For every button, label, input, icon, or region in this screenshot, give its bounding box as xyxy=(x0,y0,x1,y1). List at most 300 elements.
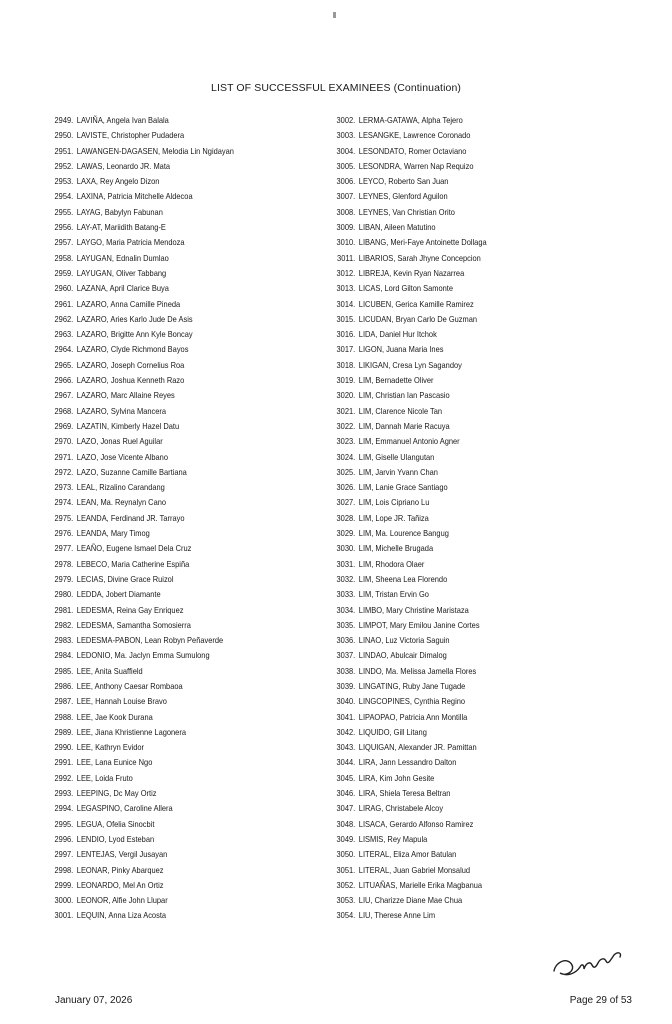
list-item xyxy=(48,908,318,923)
examinee-number: 3039. xyxy=(336,680,356,691)
examinee-name: LAZO, Jose Vicente Albano xyxy=(76,451,168,462)
examinee-name: LINDO, Ma. Melissa Jamella Flores xyxy=(358,665,477,676)
examinee-number: 3009. xyxy=(336,222,356,233)
examinee-name: LAZARO, Joshua Kenneth Razo xyxy=(76,375,185,386)
list-item xyxy=(330,465,600,480)
examinee-name: LAYGO, Maria Patricia Mendoza xyxy=(76,237,185,248)
list-item xyxy=(330,817,600,832)
examinee-name: LIM, Michelle Brugada xyxy=(358,543,434,554)
examinee-number: 3004. xyxy=(336,145,356,156)
list-item xyxy=(48,817,318,832)
examinee-name: LECIAS, Divine Grace Ruizol xyxy=(76,573,174,584)
examinee-name: LAVIÑA, Angela Ivan Balala xyxy=(76,115,169,125)
examinee-name: LEE, Jae Kook Durana xyxy=(76,711,153,722)
list-item xyxy=(48,648,318,663)
examinee-name: LEE, Anthony Caesar Rombaoa xyxy=(76,680,183,691)
examinee-name: LITERAL, Juan Gabriel Monsalud xyxy=(358,864,471,875)
list-item xyxy=(330,557,600,572)
examinee-name: LIRA, Jann Lessandro Dalton xyxy=(358,757,457,768)
examinee-number: 2994. xyxy=(54,803,74,814)
list-item xyxy=(330,863,600,878)
examinee-number: 2992. xyxy=(54,772,74,783)
examinee-name: LEE, Loida Fruto xyxy=(76,772,133,783)
examinee-number: 3045. xyxy=(336,772,356,783)
list-item xyxy=(48,251,318,266)
examinee-name: LAZARO, Aries Karlo Jude De Asis xyxy=(76,313,193,324)
examinee-name: LIU, Charizze Diane Mae Chua xyxy=(358,895,463,906)
list-item xyxy=(48,189,318,204)
examinee-name: LITUAÑAS, Marielle Erika Magbanua xyxy=(358,879,483,890)
examinee-name: LIU, Therese Anne Lim xyxy=(358,910,436,921)
examinee-number: 3006. xyxy=(336,176,356,187)
examinee-number: 3036. xyxy=(336,635,356,646)
examinee-number: 3030. xyxy=(336,543,356,554)
examinee-name: LAZARO, Marc Allaine Reyes xyxy=(76,390,175,401)
examinee-number: 2996. xyxy=(54,833,74,844)
examinee-number: 2969. xyxy=(54,420,74,431)
list-item xyxy=(330,342,600,357)
examinee-name: LIMPOT, Mary Emilou Janine Cortes xyxy=(358,619,480,630)
page-number: Page 29 of 53 xyxy=(569,995,632,1006)
examinee-number: 3050. xyxy=(336,849,356,860)
examinee-number: 2950. xyxy=(54,130,74,141)
list-item xyxy=(48,863,318,878)
examinee-name: LEE, Hannah Louise Bravo xyxy=(76,696,167,707)
list-item xyxy=(48,832,318,847)
examinee-number: 3001. xyxy=(54,910,74,921)
examinee-number: 2963. xyxy=(54,329,74,340)
examinee-name: LINAO, Luz Victoria Saguin xyxy=(358,635,450,646)
examinee-number: 3017. xyxy=(336,344,356,355)
examinee-number: 3027. xyxy=(336,497,356,508)
examinee-name: LENTEJAS, Vergil Jusayan xyxy=(76,849,168,860)
examinee-number: 3046. xyxy=(336,788,356,799)
list-item xyxy=(48,113,318,128)
list-item xyxy=(330,740,600,755)
examinee-name: LIM, Ma. Lourence Bangug xyxy=(358,528,449,539)
examinee-number: 3014. xyxy=(336,298,356,309)
examinee-number: 3005. xyxy=(336,160,356,171)
list-item xyxy=(330,633,600,648)
list-item xyxy=(48,893,318,908)
list-item xyxy=(48,495,318,510)
list-item xyxy=(330,174,600,189)
examinee-name: LEE, Anita Suaffield xyxy=(76,665,143,676)
examinee-number: 3043. xyxy=(336,742,356,753)
list-item xyxy=(48,297,318,312)
examinee-number: 3040. xyxy=(336,696,356,707)
examinee-name: LIM, Rhodora Olaer xyxy=(358,558,425,569)
examinee-name: LAVISTE, Christopher Pudadera xyxy=(76,130,185,141)
list-item xyxy=(330,327,600,342)
examinee-name: LAZANA, April Clarice Buya xyxy=(76,283,169,294)
list-item xyxy=(48,144,318,159)
list-item xyxy=(330,281,600,296)
examinee-number: 3048. xyxy=(336,818,356,829)
examinee-number: 2977. xyxy=(54,543,74,554)
examinee-name: LAZARO, Clyde Richmond Bayos xyxy=(76,344,189,355)
list-item xyxy=(330,144,600,159)
examinee-number: 2982. xyxy=(54,619,74,630)
examinee-name: LEDESMA, Samantha Somosierra xyxy=(76,619,191,630)
examinee-name: LIM, Emmanuel Antonio Agner xyxy=(358,436,460,447)
examinee-name: LIM, Lanie Grace Santiago xyxy=(358,482,448,493)
list-item xyxy=(48,159,318,174)
list-item xyxy=(330,205,600,220)
examinee-number: 3024. xyxy=(336,451,356,462)
list-item xyxy=(330,679,600,694)
examinee-name: LIQUIDO, Gill Litang xyxy=(358,726,427,737)
scan-mark xyxy=(333,12,336,18)
examinee-name: LIBAN, Aileen Matutino xyxy=(358,222,436,233)
examinee-number: 2993. xyxy=(54,788,74,799)
list-item xyxy=(48,526,318,541)
examinee-number: 3015. xyxy=(336,313,356,324)
list-item xyxy=(330,725,600,740)
examinee-name: LITERAL, Eliza Amor Batulan xyxy=(358,849,457,860)
examinee-name: LICUDAN, Bryan Carlo De Guzman xyxy=(358,313,478,324)
list-item xyxy=(48,694,318,709)
examinee-name: LIM, Lope JR. Tañiza xyxy=(358,512,429,523)
list-item xyxy=(48,603,318,618)
examinee-name: LAZARO, Anna Camille Pineda xyxy=(76,298,181,309)
examinee-number: 3049. xyxy=(336,833,356,844)
examinee-number: 2960. xyxy=(54,283,74,294)
list-item xyxy=(48,541,318,556)
list-item xyxy=(330,526,600,541)
examinee-name: LIBREJA, Kevin Ryan Nazarrea xyxy=(358,267,465,278)
examinee-number: 2981. xyxy=(54,604,74,615)
examinee-name: LEE, Jiana Khristienne Lagonera xyxy=(76,726,186,737)
examinee-number: 3025. xyxy=(336,466,356,477)
list-item xyxy=(48,465,318,480)
examinee-name: LIM, Giselle Ulangutan xyxy=(358,451,435,462)
examinee-number: 2953. xyxy=(54,176,74,187)
examinee-number: 2958. xyxy=(54,252,74,263)
examinee-number: 3026. xyxy=(336,482,356,493)
list-item xyxy=(330,266,600,281)
examinee-name: LIPAOPAO, Patricia Ann Montilla xyxy=(358,711,468,722)
examinee-number: 3018. xyxy=(336,359,356,370)
examinee-name: LEE, Lana Eunice Ngo xyxy=(76,757,153,768)
list-item xyxy=(48,771,318,786)
examinee-number: 3034. xyxy=(336,604,356,615)
examinee-number: 3011. xyxy=(337,252,356,263)
examinee-name: LIMBO, Mary Christine Maristaza xyxy=(358,604,469,615)
examinee-name: LERMA-GATAWA, Alpha Tejero xyxy=(358,115,463,125)
list-item xyxy=(48,327,318,342)
examinee-name: LAZARO, Brigitte Ann Kyle Boncay xyxy=(76,329,193,340)
list-item xyxy=(330,587,600,602)
examinee-name: LAZARO, Joseph Cornelius Roa xyxy=(76,359,185,370)
list-item xyxy=(48,480,318,495)
examinee-number: 2984. xyxy=(54,650,74,661)
examinee-number: 2952. xyxy=(54,160,74,171)
list-item xyxy=(48,664,318,679)
examinee-number: 2956. xyxy=(54,222,74,233)
examinee-name: LEYNES, Glenford Aguilon xyxy=(358,191,448,202)
examinee-name: LINDAO, Abulcair Dimalog xyxy=(358,650,447,661)
examinee-name: LAWANGEN-DAGASEN, Melodia Lin Ngidayan xyxy=(76,145,234,156)
examinee-name: LESANGKE, Lawrence Coronado xyxy=(358,130,471,141)
examinee-name: LEAL, Rizalino Carandang xyxy=(76,482,165,493)
examinee-number: 3042. xyxy=(336,726,356,737)
list-item xyxy=(330,603,600,618)
list-item xyxy=(330,878,600,893)
examinee-number: 3003. xyxy=(336,130,356,141)
examinee-name: LESONDATO, Romer Octaviano xyxy=(358,145,467,156)
examinee-number: 3008. xyxy=(336,206,356,217)
examinee-number: 2985. xyxy=(54,665,74,676)
examinee-number: 3041. xyxy=(336,711,356,722)
examinee-name: LICUBEN, Gerica Kamille Ramirez xyxy=(358,298,474,309)
examinee-name: LIM, Clarence Nicole Tan xyxy=(358,405,443,416)
examinee-name: LEBECO, Maria Catherine Espiña xyxy=(76,558,190,569)
examinee-name: LEE, Kathryn Evidor xyxy=(76,742,145,753)
examinee-name: LEQUIN, Anna Liza Acosta xyxy=(76,910,167,921)
examinee-name: LEGUA, Ofelia Sinocbit xyxy=(76,818,155,829)
examinee-name: LIM, Sheena Lea Florendo xyxy=(358,573,448,584)
examinee-name: LAZATIN, Kimberly Hazel Datu xyxy=(76,420,180,431)
examinee-number: 2986. xyxy=(54,680,74,691)
list-item xyxy=(330,373,600,388)
examinee-number: 2999. xyxy=(54,879,74,890)
examinee-number: 3007. xyxy=(336,191,356,202)
examinee-number: 3016. xyxy=(336,329,356,340)
examinee-number: 3035. xyxy=(336,619,356,630)
examinee-name: LIM, Christian Ian Pascasio xyxy=(358,390,450,401)
examinee-name: LINGCOPINES, Cynthia Regino xyxy=(358,696,466,707)
examinee-name: LIM, Lois Cipriano Lu xyxy=(358,497,430,508)
examinee-name: LICAS, Lord Gilton Samonte xyxy=(358,283,454,294)
list-item xyxy=(330,771,600,786)
list-item xyxy=(330,495,600,510)
examinee-number: 2989. xyxy=(54,726,74,737)
list-item xyxy=(48,388,318,403)
examinee-number: 2968. xyxy=(54,405,74,416)
examinee-number: 2990. xyxy=(54,742,74,753)
examinee-name: LIDA, Daniel Hur Itchok xyxy=(358,329,437,340)
examinee-name: LAYUGAN, Oliver Tabbang xyxy=(76,267,167,278)
list-item xyxy=(48,174,318,189)
list-item xyxy=(48,786,318,801)
examinee-name: LAZARO, Sylvina Mancera xyxy=(76,405,167,416)
list-item xyxy=(330,694,600,709)
examinee-number: 3028. xyxy=(336,512,356,523)
examinee-number: 2995. xyxy=(54,818,74,829)
list-item xyxy=(330,572,600,587)
examinee-number: 3032. xyxy=(336,573,356,584)
examinee-number: 3047. xyxy=(336,803,356,814)
examinee-name: LIKIGAN, Cresa Lyn Sagandoy xyxy=(358,359,462,370)
list-item xyxy=(48,755,318,770)
list-item xyxy=(330,388,600,403)
examinee-number: 3051. xyxy=(336,864,356,875)
list-item xyxy=(48,342,318,357)
list-item xyxy=(48,358,318,373)
examinee-number: 2972. xyxy=(54,466,74,477)
examinee-name: LEONARDO, Mel An Ortiz xyxy=(76,879,164,890)
list-item xyxy=(330,847,600,862)
list-item xyxy=(48,373,318,388)
list-item xyxy=(48,557,318,572)
list-item xyxy=(330,832,600,847)
examinee-name: LAYAG, Babylyn Fabunan xyxy=(76,206,163,217)
list-item xyxy=(48,281,318,296)
examinee-name: LIGON, Juana Maria Ines xyxy=(358,344,444,355)
footer-date: January 07, 2026 xyxy=(55,995,133,1006)
list-item xyxy=(330,450,600,465)
list-item xyxy=(330,541,600,556)
examinee-name: LEDESMA-PABON, Lean Robyn Peñaverde xyxy=(76,635,224,646)
list-item xyxy=(330,419,600,434)
examinee-name: LAXA, Rey Angelo Dizon xyxy=(76,176,160,187)
examinee-number: 3054. xyxy=(336,910,356,921)
examinee-number: 2957. xyxy=(54,237,74,248)
list-item xyxy=(330,251,600,266)
signature-icon xyxy=(548,943,628,983)
list-item xyxy=(330,710,600,725)
examinee-number: 2962. xyxy=(54,313,74,324)
page-title: LIST OF SUCCESSFUL EXAMINEES (Continuation) xyxy=(211,82,461,94)
examinee-name: LINGATING, Ruby Jane Tugade xyxy=(358,680,466,691)
list-item xyxy=(330,893,600,908)
list-item xyxy=(330,434,600,449)
list-item xyxy=(48,266,318,281)
examinee-name: LAY-AT, Mariidith Batang-E xyxy=(76,222,166,233)
examinee-name: LEONOR, Alfie John Llupar xyxy=(76,895,168,906)
examinee-number: 3029. xyxy=(336,528,356,539)
examinee-number: 2959. xyxy=(54,267,74,278)
examinee-number: 2964. xyxy=(54,344,74,355)
list-item xyxy=(48,572,318,587)
list-item xyxy=(48,679,318,694)
examinee-number: 2961. xyxy=(54,298,74,309)
examinee-number: 3033. xyxy=(336,589,356,600)
list-item xyxy=(48,220,318,235)
examinee-name: LIRA, Shiela Teresa Beltran xyxy=(358,788,451,799)
examinee-name: LIM, Bernadette Oliver xyxy=(358,375,434,386)
examinee-name: LIM, Jarvin Yvann Chan xyxy=(358,466,438,477)
list-item xyxy=(48,710,318,725)
examinee-number: 3044. xyxy=(336,757,356,768)
examinee-number: 2949. xyxy=(54,115,74,125)
examinee-name: LIM, Dannah Marie Racuya xyxy=(358,420,450,431)
list-item xyxy=(48,312,318,327)
list-item xyxy=(330,113,600,128)
examinee-number: 3019. xyxy=(336,375,356,386)
examinee-name: LAYUGAN, Ednalin Dumlao xyxy=(76,252,169,263)
examinee-number: 2997. xyxy=(54,849,74,860)
examinee-number: 2975. xyxy=(54,512,74,523)
examinee-name: LISACA, Gerardo Alfonso Ramirez xyxy=(358,818,474,829)
list-item xyxy=(330,648,600,663)
examinee-name: LESONDRA, Warren Nap Requizo xyxy=(358,160,474,171)
examinee-number: 2980. xyxy=(54,589,74,600)
examinee-number: 3053. xyxy=(336,895,356,906)
examinee-number: 2973. xyxy=(54,482,74,493)
list-item xyxy=(330,358,600,373)
list-item xyxy=(330,664,600,679)
examinee-name: LEANDA, Mary Timog xyxy=(76,528,150,539)
examinee-name: LIBARIOS, Sarah Jhyne Concepcion xyxy=(358,252,481,263)
examinee-name: LEGASPINO, Caroline Allera xyxy=(76,803,173,814)
list-item xyxy=(48,618,318,633)
examinee-name: LISMIS, Rey Mapula xyxy=(358,833,428,844)
examinee-number: 3000. xyxy=(54,895,74,906)
list-item xyxy=(330,235,600,250)
examinee-number: 3013. xyxy=(336,283,356,294)
examinee-number: 2965. xyxy=(54,359,74,370)
list-item xyxy=(330,618,600,633)
examinee-number: 2987. xyxy=(54,696,74,707)
list-item xyxy=(48,511,318,526)
list-item xyxy=(330,786,600,801)
list-item xyxy=(48,725,318,740)
list-item xyxy=(48,587,318,602)
examinee-number: 2951. xyxy=(54,145,74,156)
list-item xyxy=(48,740,318,755)
list-item xyxy=(330,801,600,816)
list-item xyxy=(48,450,318,465)
examinee-number: 2979. xyxy=(54,573,74,584)
examinee-name: LEONAR, Pinky Abarquez xyxy=(76,864,164,875)
examinee-name: LEDESMA, Reina Gay Enriquez xyxy=(76,604,184,615)
list-item xyxy=(330,297,600,312)
examinee-name: LEANDA, Ferdinand JR. Tarrayo xyxy=(76,512,185,523)
examinee-name: LIRAG, Christabele Alcoy xyxy=(358,803,444,814)
examinee-number: 3031. xyxy=(336,558,356,569)
examinee-number: 2971. xyxy=(54,451,74,462)
examinee-number: 3052. xyxy=(336,879,356,890)
examinee-number: 3038. xyxy=(336,665,356,676)
list-item xyxy=(330,480,600,495)
list-item xyxy=(48,419,318,434)
examinee-name: LEDDA, Jobert Diamante xyxy=(76,589,161,600)
examinee-number: 3002. xyxy=(336,115,356,125)
examinee-number: 2988. xyxy=(54,711,74,722)
examinee-number: 2978. xyxy=(54,558,74,569)
list-item xyxy=(330,312,600,327)
examinee-number: 2955. xyxy=(54,206,74,217)
list-item xyxy=(330,220,600,235)
list-item xyxy=(48,847,318,862)
examinee-name: LEYCO, Roberto San Juan xyxy=(358,176,449,187)
examinee-name: LIQUIGAN, Alexander JR. Pamittan xyxy=(358,742,477,753)
examinee-number: 3012. xyxy=(336,267,356,278)
examinee-number: 3010. xyxy=(336,237,356,248)
examinee-number: 2998. xyxy=(54,864,74,875)
examinee-name: LAZO, Jonas Ruel Aguilar xyxy=(76,436,163,447)
examinee-name: LEAÑO, Eugene Ismael Dela Cruz xyxy=(76,543,192,554)
examinee-name: LAXINA, Patricia Mitchelle Aldecoa xyxy=(76,191,193,202)
examinee-name: LEEPING, Dc May Ortiz xyxy=(76,788,157,799)
right-column xyxy=(330,113,630,924)
examinee-number: 3022. xyxy=(336,420,356,431)
list-item xyxy=(330,511,600,526)
examinee-name: LIM, Tristan Ervin Go xyxy=(358,589,429,600)
examinee-number: 2954. xyxy=(54,191,74,202)
examinee-name: LAWAS, Leonardo JR. Mata xyxy=(76,160,171,171)
examinee-number: 2966. xyxy=(54,375,74,386)
list-item xyxy=(330,404,600,419)
list-item xyxy=(330,128,600,143)
examinee-number: 2976. xyxy=(54,528,74,539)
examinee-name: LEDONIO, Ma. Jaclyn Emma Sumulong xyxy=(76,650,210,661)
examinee-number: 2974. xyxy=(54,497,74,508)
examinee-name: LEAN, Ma. Reynalyn Cano xyxy=(76,497,167,508)
list-item xyxy=(330,908,600,923)
